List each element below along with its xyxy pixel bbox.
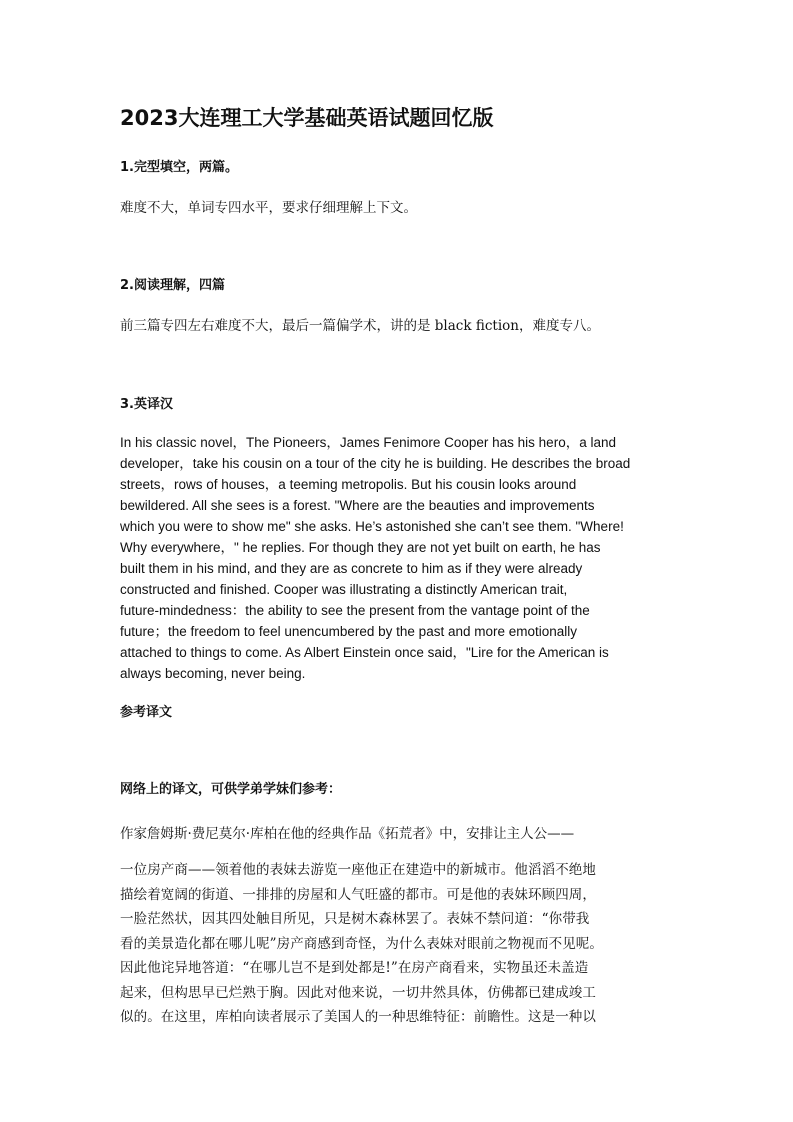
translation-line: 描绘着宽阔的街道、一排排的房屋和人气旺盛的都市。可是他的表妹环顾四周， [120, 886, 596, 903]
translation-line: 因此他诧异地答道：“在哪儿岂不是到处都是!”在房产商看来，实物虽还未盖造 [120, 960, 589, 976]
chinese-translation [120, 822, 680, 1030]
passage-line: which you were to show me" she asks. He’s astonished she can’t see them. "Where! [120, 519, 624, 534]
passage-line: always becoming, never being. [120, 666, 306, 681]
reference-translation-heading: 参考译文 [120, 705, 173, 720]
translation-line: 似的。在这里，库柏向读者展示了美国人的一种思维特征：前瞻性。这是一种以 [120, 1009, 596, 1025]
section-2-body: 前三篇专四左右难度不大，最后一篇偏学术，讲的是 black fiction，难度专八。 [120, 318, 600, 334]
document-title: 2023大连理工大学基础英语试题回忆版 [120, 106, 494, 130]
passage-line: constructed and finished. Cooper was illustrating a distinctly American trait, [120, 582, 568, 597]
translation-line: 作家詹姆斯·费尼莫尔·库柏在他的经典作品《拓荒者》中，安排让主人公—— [120, 826, 575, 842]
passage-line: future-mindedness：the ability to see the present from the vantage point of the [120, 603, 590, 618]
passage-line: bewildered. All she sees is a forest. "Where are the beauties and improvements [120, 498, 595, 513]
passage-line: In his classic novel，The Pioneers，James Fenimore Cooper has his hero，a land [120, 435, 616, 450]
section-2-heading: 2.阅读理解，四篇 [120, 278, 225, 293]
section-1-body: 难度不大，单词专四水平，要求仔细理解上下文。 [120, 200, 417, 216]
english-passage [120, 432, 680, 684]
section-1-heading: 1.完型填空，两篇。 [120, 160, 238, 175]
passage-line: Why everywhere，" he replies. For though they are not yet built on earth, he has [120, 540, 601, 555]
passage-line: streets，rows of houses，a teeming metropolis. But his cousin looks around [120, 477, 577, 492]
translation-line: 看的美景造化都在哪儿呢”房产商感到奇怪，为什么表妹对眼前之物视而不见呢。 [120, 935, 604, 952]
passage-line: developer，take his cousin on a tour of the city he is building. He describes the broad [120, 456, 631, 471]
translation-line: 一位房产商——领着他的表妹去游览一座他正在建造中的新城市。他滔滔不绝地 [120, 862, 596, 878]
online-translation-heading: 网络上的译文，可供学弟学妹们参考： [120, 782, 342, 797]
translation-line: 一脸茫然状，因其四处触目所见，只是树木森林罢了。表妹不禁问道：“你带我 [120, 911, 590, 927]
translation-line: 起来，但构思早已烂熟于胸。因此对他来说，一切井然具体，仿佛都已建成竣工 [120, 984, 596, 1001]
section-3-heading: 3.英译汉 [120, 397, 173, 412]
passage-line: attached to things to come. As Albert Einstein once said，"Lire for the American is [120, 645, 609, 660]
passage-line: future；the freedom to feel unencumbered by the past and more emotionally [120, 624, 578, 639]
passage-line: built them in his mind, and they are as concrete to him as if they were already [120, 561, 583, 576]
